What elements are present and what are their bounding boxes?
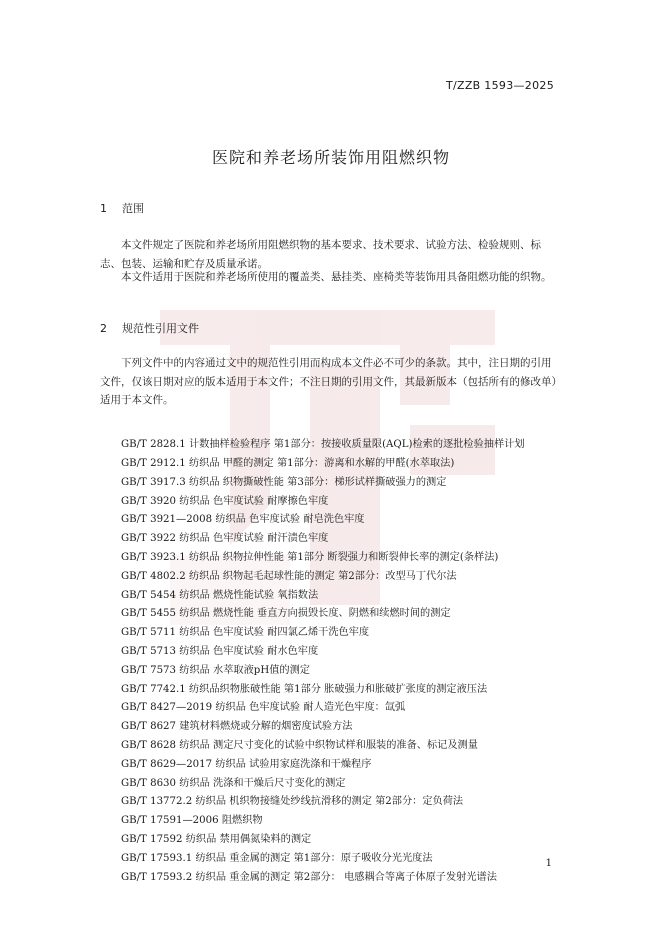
reference-item: GB/T 17593.1 纺织品 重金属的测定 第1部分：原子吸收分光光度法 (121, 852, 433, 864)
reference-item: GB/T 3923.1 纺织品 织物拉伸性能 第1部分 断裂强力和断裂伸长率的测定(条样法) (121, 551, 499, 563)
page-number: 1 (545, 858, 552, 869)
reference-item: GB/T 5711 纺织品 色牢度试验 耐四氯乙烯干洗色牢度 (121, 627, 370, 639)
references-intro: 下列文件中的内容通过文中的规范性引用而构成本文件必不可少的条款。其中，注日期的引用文件，仅该日期对应的版本适用于本文件；不注日期的引用文件，其最新版本（包括所有的修改单）适用于本文件。 (100, 357, 557, 406)
section-1-title: 范围 (122, 202, 144, 215)
page-title: 医院和养老场所装饰用阻燃织物 (211, 148, 450, 167)
reference-item: GB/T 8628 纺织品 测定尺寸变化的试验中织物试样和服装的准备、标记及测量 (121, 739, 478, 751)
reference-item: GB/T 8627 建筑材料燃烧或分解的烟密度试验方法 (121, 721, 353, 733)
reference-item: GB/T 7573 纺织品 水萃取液pH值的测定 (121, 664, 310, 676)
reference-item: GB/T 8427—2019 纺织品 色牢度试验 耐人造光色牢度：氙弧 (121, 702, 406, 714)
section-1-number: 1 (100, 202, 107, 215)
reference-item: GB/T 5454 纺织品 燃烧性能试验 氧指数法 (121, 589, 319, 601)
reference-item: GB/T 3920 纺织品 色牢度试验 耐摩擦色牢度 (121, 495, 329, 507)
reference-item: GB/T 5455 纺织品 燃烧性能 垂直方向损毁长度、阴燃和续燃时间的测定 (121, 608, 451, 620)
reference-item: GB/T 3922 纺织品 色牢度试验 耐汗渍色牢度 (121, 533, 329, 545)
scope-paragraph-2: 本文件适用于医院和养老场所使用的覆盖类、悬挂类、座椅类等装饰用具备阻燃功能的织物。 (121, 271, 552, 283)
reference-item: GB/T 13772.2 纺织品 机织物接缝处纱线抗滑移的测定 第2部分：定负荷法 (121, 796, 464, 808)
reference-item: GB/T 5713 纺织品 色牢度试验 耐水色牢度 (121, 645, 319, 657)
scope-paragraph-1: 本文件规定了医院和养老场所用阻燃织物的基本要求、技术要求、试验方法、检验规则、标志、包装、运输和贮存及质量承诺。 (100, 239, 541, 270)
reference-item: GB/T 17591—2006 阻燃织物 (121, 815, 263, 827)
section-2-number: 2 (100, 322, 107, 335)
reference-item: GB/T 2912.1 纺织品 甲醛的测定 第1部分：游离和水解的甲醛(水萃取法) (121, 458, 455, 469)
reference-item: GB/T 8629—2017 纺织品 试验用家庭洗涤和干燥程序 (121, 758, 372, 770)
reference-item: GB/T 2828.1 计数抽样检验程序 第1部分：按接收质量限(AQL)检索的逐批检验抽样计划 (121, 439, 525, 450)
section-1-heading (100, 200, 144, 216)
reference-item: GB/T 7742.1 纺织品织物胀破性能 第1部分 胀破强力和胀破扩张度的测定液压法 (121, 683, 488, 695)
reference-item: GB/T 17593.2 纺织品 重金属的测定 第2部分： 电感耦合等离子体原子发射光谱法 (121, 871, 497, 883)
reference-item: GB/T 3917.3 纺织品 织物撕破性能 第3部分：梯形试样撕破强力的测定 (121, 476, 447, 488)
section-2-heading (100, 320, 199, 336)
reference-item: GB/T 4802.2 纺织品 织物起毛起球性能的测定 第2部分：改型马丁代尔法 (121, 570, 457, 582)
reference-item: GB/T 8630 纺织品 洗涤和干燥后尺寸变化的测定 (121, 777, 346, 789)
section-2-title: 规范性引用文件 (122, 322, 199, 335)
reference-item: GB/T 17592 纺织品 禁用偶氮染料的测定 (121, 833, 312, 845)
reference-list (100, 436, 562, 887)
standard-code: T/ZZB 1593—2025 (445, 79, 554, 92)
reference-item: GB/T 3921—2008 纺织品 色牢度试验 耐皂洗色牢度 (121, 514, 365, 526)
